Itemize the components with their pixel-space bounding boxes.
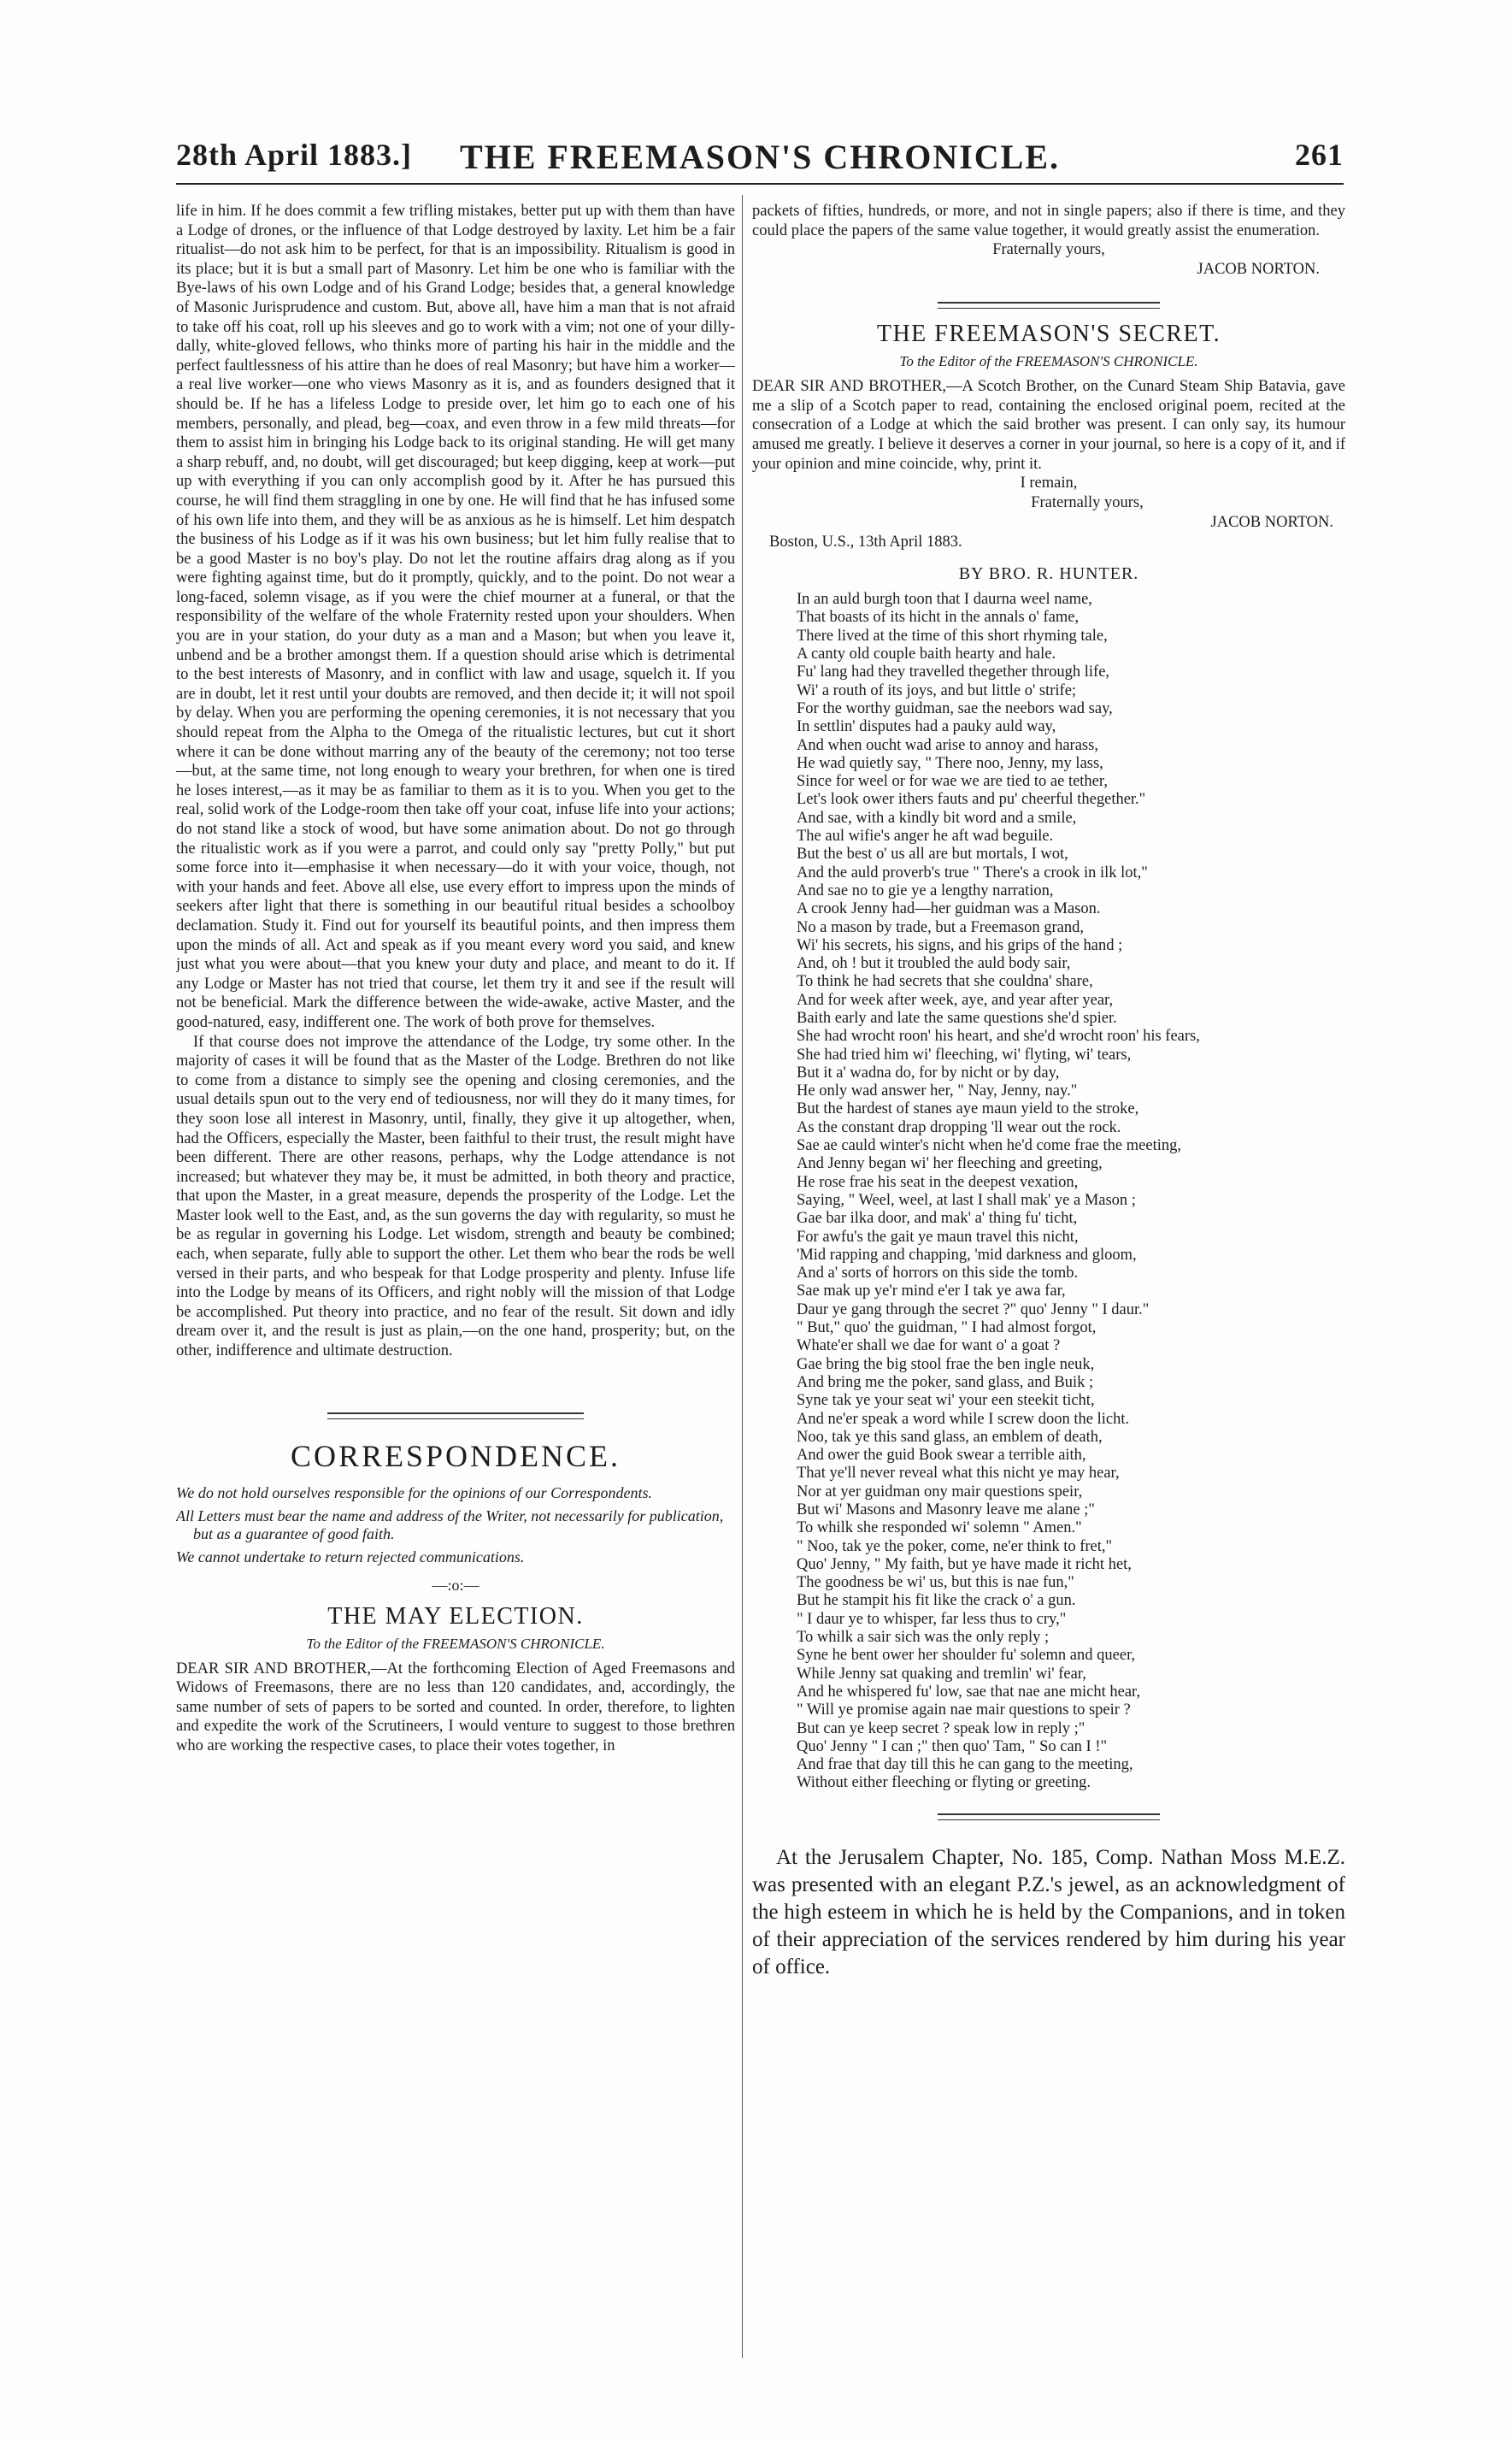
poem-line: Nor at yer guidman ony mair questions speir,	[797, 1483, 1083, 1501]
poem-line: And frae that day till this he can gang to the meeting,	[797, 1756, 1133, 1774]
poem-line: Syne tak ye your seat wi' your een steekit ticht,	[797, 1392, 1095, 1410]
poem-line: Quo' Jenny, " My faith, but ye have made it richt het,	[797, 1555, 1132, 1573]
poem-line: And ower the guid Book swear a terrible aith,	[797, 1447, 1086, 1465]
poem-line: Quo' Jenny " I can ;" then quo' Tam, " So can I !"	[797, 1737, 1108, 1755]
poem-line: Let's look ower ithers fauts and pu' cheerful thegether."	[797, 791, 1146, 809]
poem-line: There lived at the time of this short rhyming tale,	[797, 627, 1108, 645]
poem-line: Gae bring the big stool frae the ben ingle neuk,	[797, 1355, 1095, 1373]
letter-signature: JACOB NORTON.	[1210, 514, 1333, 532]
correspondence-notice: All Letters must bear the name and address of the Writer, not necessarily for publication, but as a guarantee of good faith.	[176, 1506, 724, 1542]
poem-byline: BY BRO. R. HUNTER.	[958, 564, 1139, 584]
poem-line: And sae, with a kindly bit word and a smile,	[797, 809, 1077, 827]
poem-line: But wi' Masons and Masonry leave me alane ;"	[797, 1501, 1095, 1518]
poem-line: In settlin' disputes had a pauky auld way,	[797, 718, 1056, 736]
poem-line: He only wad answer her, " Nay, Jenny, nay."	[797, 1082, 1078, 1100]
poem-line: And he whispered fu' low, sae that nae ane micht hear,	[797, 1683, 1141, 1701]
correspondence-notice: We cannot undertake to return rejected communications.	[176, 1548, 525, 1565]
poem-line: " But," quo' the guidman, " I had almost forgot,	[797, 1319, 1097, 1337]
issue-date: 28th April 1883.]	[176, 138, 413, 172]
poem-line: Daur ye gang through the secret ?" quo' Jenny " I daur."	[797, 1300, 1150, 1318]
poem-line: " Will ye promise again nae mair questions to speir ?	[797, 1701, 1131, 1719]
poem-line: And a' sorts of horrors on this side the tomb.	[797, 1265, 1079, 1282]
section-divider	[327, 1412, 584, 1419]
letter-place-date: Boston, U.S., 13th April 1883.	[769, 534, 962, 551]
poem	[797, 591, 1345, 1793]
poem-line: 'Mid rapping and chapping, 'mid darkness and gloom,	[797, 1246, 1137, 1264]
poem-line: She had tried him wi' fleeching, wi' flyting, wi' tears,	[797, 1046, 1132, 1064]
freemasons-secret-heading: THE FREEMASON'S SECRET.	[876, 321, 1221, 348]
page-number: 261	[1295, 138, 1344, 172]
poem-line: A canty old couple baith hearty and hale.	[797, 646, 1056, 663]
poem-line: To whilk she responded wi' solemn " Amen."	[797, 1519, 1082, 1537]
poem-line: Baith early and late the same questions she'd spier.	[797, 1009, 1117, 1027]
poem-line: That ye'll never reveal what this nicht ye may hear,	[797, 1465, 1120, 1483]
poem-line: Gae bar ilka door, and mak' a' thing fu' ticht,	[797, 1210, 1078, 1228]
poem-line: And ne'er speak a word while I screw doon the licht.	[797, 1410, 1130, 1428]
poem-line: And Jenny began wi' her fleeching and greeting,	[797, 1155, 1103, 1173]
poem-line: A crook Jenny had—her guidman was a Mason.	[797, 900, 1101, 918]
poem-line: Without either fleeching or flyting or greeting.	[797, 1774, 1091, 1792]
letter-signature: JACOB NORTON.	[1197, 261, 1320, 279]
poem-line: " Noo, tak ye the poker, come, ne'er think to fret,"	[797, 1537, 1113, 1555]
poem-line: But the hardest of stanes aye maun yield to the stroke,	[797, 1100, 1139, 1118]
masthead-rule	[176, 183, 1344, 185]
letter-body: —At the forthcoming Election of Aged Freemasons and Widows of Freemasons, there are no less than 120 candidates, and, accordingly, the same number of sets of papers to be sorted and counted. In order, therefore, to lighten and expedite the work of the Scrutineers, I would venture to suggest to those brethren who are working the respective cases, to place their votes together, in	[176, 1660, 735, 1754]
poem-line: The aul wifie's anger he aft wad beguile.	[797, 828, 1054, 846]
editor-address: To the Editor of the FREEMASON'S CHRONICLE.	[306, 1635, 605, 1652]
letter-salutation: DEAR SIR AND BROTHER,	[752, 378, 947, 396]
article-divider	[938, 302, 1160, 309]
poem-line: And, oh ! but it troubled the auld body sair,	[797, 955, 1071, 973]
poem-line: In an auld burgh toon that I daurna weel name,	[797, 591, 1092, 609]
poem-line: Noo, tak ye this sand glass, an emblem of death,	[797, 1428, 1103, 1446]
poem-line: Fu' lang had they travelled thegether through life,	[797, 663, 1110, 681]
ornament-divider: —:o:—	[432, 1576, 479, 1594]
article-continuation-paragraph: If that course does not improve the attendance of the Lodge, try some other. In the majority of cases it will be found that as the Master of the Lodge. Brethren do not like to come from a distance to simply see the opening and closing ceremonies, and the usual details spun out to the very end of tediousness, nor will they do it many times, for they soon lose all interest in Masonry, until, finally, they give it up altogether, when, had the Officers, especially the Master, been faithful to their trust, the result might have been different. There are other reasons, perhaps, why the Lodge attendance is not increased; but whatever they may be, it must be admitted, in both theory and practice, that upon the Master, in a great measure, depends the prosperity of the Lodge. Let the Master look well to the East, and, as the sun governs the day with regularity, so must he be as regular in governing his Lodge. Let wisdom, strength and beauty be combined; each, when separate, fully able to support the other. Let them who bear the rods be well versed in their parts, and who bespeak for that Lodge prosperity and plenty. Infuse life into the Lodge by means of its Officers, and right nobly will the mission of that Lodge be accomplished. Put theory into practice, and no fear of the result. Sit down and idly dream over it, and the result is just as plain,—on the one hand, prosperity; but, on the other, indifference and ultimate destruction.	[176, 1033, 735, 1360]
poem-line: Sae mak up ye'r mind e'er I tak ye awa far,	[797, 1282, 1066, 1300]
poem-line: The goodness be wi' us, but this is nae fun,"	[797, 1574, 1074, 1592]
left-column	[176, 202, 735, 2407]
poem-line: While Jenny sat quaking and tremlin' wi' fear,	[797, 1665, 1086, 1683]
poem-line: Wi' a routh of its joys, and but little o' strife;	[797, 681, 1077, 699]
poem-line: As the constant drap dropping 'll wear out the rock.	[797, 1118, 1121, 1136]
jerusalem-chapter-note: At the Jerusalem Chapter, No. 185, Comp. Nathan Moss M.E.Z. was presented with an elegant P.Z.'s jewel, as an acknowledgment of the high esteem in which he is held by the Companions, and in token of their appreciation of the services rendered by him during his year of office.	[752, 1845, 1345, 1978]
poem-line: And for week after week, aye, and year after year,	[797, 991, 1114, 1009]
masthead	[176, 137, 1344, 181]
may-election-heading: THE MAY ELECTION.	[327, 1602, 584, 1630]
right-column	[752, 202, 1345, 2407]
letter-remain: I remain,	[1020, 475, 1078, 492]
poem-line: No a mason by trade, but a Freemason grand,	[797, 918, 1084, 936]
poem-line: Sae ae cauld winter's nicht when he'd come frae the meeting,	[797, 1137, 1181, 1155]
poem-line: To whilk a sair sich was the only reply ;	[797, 1629, 1050, 1647]
article-continuation-paragraph: life in him. If he does commit a few trifling mistakes, better put up with them than have a Lodge of drones, or the influence of that Lodge destroyed by laxity. Let him be a fair ritualist—do not ask him to be perfect, for that is an impossibility. Ritualism is good in its place; but it is but a small part of Masonry. Let him be one who is familiar with the Bye-laws of his own Lodge and of his Grand Lodge; besides that, a general knowledge of Masonic Jurisprudence and custom. But, above all, have him a man that is not afraid to take off his coat, roll up his sleeves and go to work with a vim; not one of your dilly-dally, white-gloved fellows, who thinks more of parting his hair in the middle and the perfect faultlessness of his attire than he does of real Masonry; but have him a worker—a real live worker—one who views Masonry as it is, and as founders designed that it should be. If he has a lifeless Lodge to preside over, let him go to each one of his members, personally, and plead, beg—coax, and even throw in a few mild threats—for them to assist him in bringing his Lodge back to its original standing. He will get many a sharp rebuff, and, no doubt, will get discouraged; but keep digging, keep at work—put up with everything if you can only accomplish good by it. After he has pursued this course, he will find them straggling in one by one. He will find that he has infused some of his own life into them, and they will be as anxious as he is himself. Let him despatch the business of his Lodge as if it was his own business; but let him fully realise that to be a good Master is no boy's play. Do not let the routine affairs drag along as if you were fighting against time, but do it promptly, quickly, and to the point. Do not wear a long-faced, solemn visage, as if you were the chief mourner at a funeral, or that the responsibility of the welfare of the whole Fraternity rested upon your shoulders. When you are in your station, do your duty as a man and a Mason; but when you leave it, unbend and be a brother amongst them. If a question should arise which is detrimental to the best interests of Masonry, and in conflict with law and usage, squelch it. If you are in doubt, let it rest until your doubts are removed, and then decide it; it will not spoil by delay. When you are performing the opening ceremonies, it is not necessary that you should repeat from the Alpha to the Omega of the ritualistic lectures, but cut it short where it can be done without marring any of the beauty of the ceremony; not too terse—but, at the same time, not long enough to weary your brethren, for when one is tired he loses interest,—as it may be as familiar to them as it is to you. When you get to the real, solid work of the Lodge-room then take off your coat, infuse life into your actions; do not stand like a stock of wood, but have some animation about. Do not go through the ritualistic work as if you were a parrot, and could only say "pretty Polly," but put some force into it—emphasise it when necessary—do it with your voice, though, not with your hands and feet. Above all else, use every effort to impress upon the minds of seekers after light that there is something in our beautiful ritual besides a schoolboy declamation. Study it. Find out for yourself its beautiful points, and then impress them upon the minds of all. Act and speak as if you meant every word you said, and knew just what you were about—that you knew your duty and place, and meant to do it. If any Lodge or Master has not tried that course, let them try it and see if the result will not be beneficial. Mark the difference between the wide-awake, active Master, and the good-natured, easy, indifferent one. The work of both prove for themselves.	[176, 203, 735, 1031]
poem-line: That boasts of its hicht in the annals o' fame,	[797, 609, 1080, 627]
poem-line: But can ye keep secret ? speak low in reply ;"	[797, 1719, 1085, 1737]
poem-line: Since for weel or for wae we are tied to ae tether,	[797, 773, 1108, 791]
poem-line: And the auld proverb's true " There's a crook in ilk lot,"	[797, 864, 1148, 881]
poem-line: He rose frae his seat in the deepest vexation,	[797, 1173, 1079, 1191]
column-divider	[742, 195, 743, 2358]
poem-line: Wi' his secrets, his signs, and his grips of the hand ;	[797, 936, 1123, 954]
poem-line: And when oucht wad arise to annoy and harass,	[797, 736, 1098, 754]
letter-closing: Fraternally yours,	[992, 241, 1105, 259]
poem-line: Saying, " Weel, weel, at last I shall mak' ye a Mason ;	[797, 1191, 1136, 1209]
publication-title: THE FREEMASON'S CHRONICLE.	[459, 138, 1061, 176]
poem-line: He wad quietly say, " There noo, Jenny, my lass,	[797, 754, 1103, 772]
may-election-letter-continued: packets of fifties, hundreds, or more, and not in single papers; also if there is time, and they could place the papers of the same value together, it would greatly assist the enumeration.	[752, 203, 1345, 239]
freemasons-secret-letter	[752, 377, 1345, 474]
letter-closing: Fraternally yours,	[1031, 494, 1144, 512]
poem-line: And sae no to gie ye a lengthy narration,	[797, 881, 1054, 899]
poem-line: " I daur ye to whisper, far less thus to cry,"	[797, 1610, 1067, 1628]
may-election-letter	[176, 1660, 735, 1756]
poem-line: To think he had secrets that she couldna' share,	[797, 973, 1093, 991]
editor-address: To the Editor of the FREEMASON'S CHRONICLE.	[899, 353, 1198, 370]
poem-line: She had wrocht roon' his heart, and she'd wrocht roon' his fears,	[797, 1028, 1200, 1046]
poem-line: Whate'er shall we dae for want o' a goat ?	[797, 1337, 1061, 1355]
poem-line: For awfu's the gait ye maun travel this nicht,	[797, 1228, 1079, 1246]
letter-salutation: DEAR SIR AND BROTHER,	[176, 1660, 371, 1677]
correspondence-heading: CORRESPONDENCE.	[290, 1438, 621, 1473]
poem-line: But it a' wadna do, for by nicht or by day,	[797, 1064, 1060, 1082]
article-divider	[938, 1813, 1160, 1820]
poem-line: For the worthy guidman, sae the neebors wad say,	[797, 699, 1113, 717]
poem-line: But he stampit his fit like the crack o' a gun.	[797, 1592, 1076, 1610]
letter-body: —A Scotch Brother, on the Cunard Steam Ship Batavia, gave me a slip of a Scotch paper to read, containing the enclosed original poem, recited at the consecration of a Lodge at which the said brother was present. I can only say, its humour amused me greatly. I believe it deserves a corner in your journal, so here is a copy of it, and if your opinion and mine coincide, why, print it.	[752, 378, 1345, 473]
poem-line: And bring me the poker, sand glass, and Buik ;	[797, 1373, 1094, 1391]
correspondence-notice: We do not hold ourselves responsible for the opinions of our Correspondents.	[176, 1483, 652, 1501]
poem-line: But the best o' us all are but mortals, I wot,	[797, 846, 1068, 864]
poem-line: Syne he bent ower her shoulder fu' solemn and queer,	[797, 1647, 1136, 1665]
